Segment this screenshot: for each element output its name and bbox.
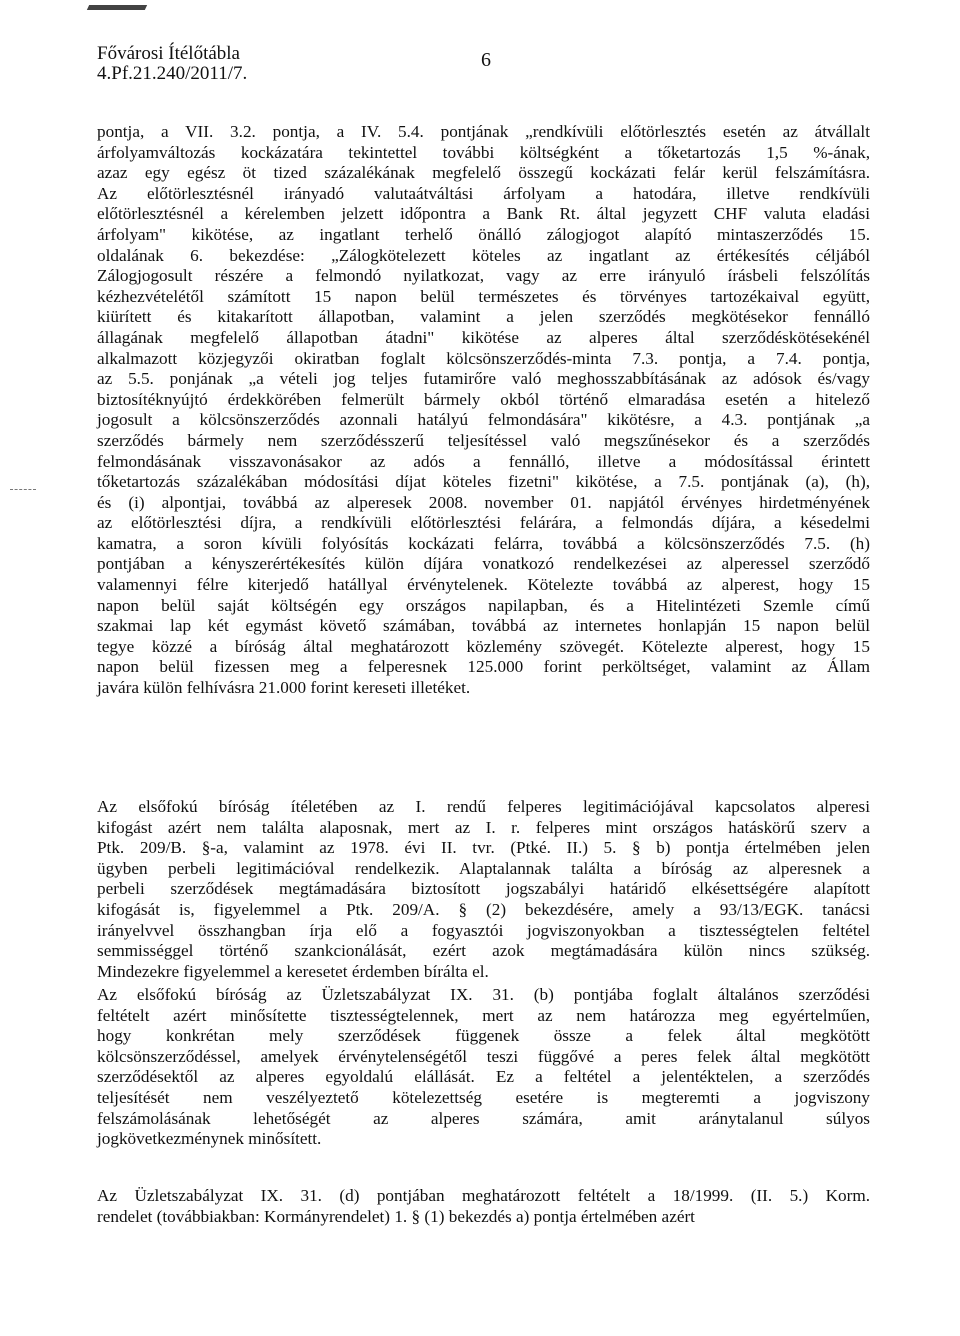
text-line: hogy konkrétan mely szerződések függenek össze a felek által megkötött <box>97 1026 870 1046</box>
text-line: tőketartozás százalékában módosítási díjat köteles fizetni" kikötése, a 7.5. pontjának (a), (h), <box>97 472 870 492</box>
text-line: Mindezekre figyelemmel a keresetet érdemben bírálta el. <box>97 961 489 981</box>
page-number: 6 <box>481 49 491 71</box>
text-line: perbeli szerződések megtámadására biztosított jogszabályi határidő elkésettségére alapított <box>97 879 870 899</box>
text-line: Az Üzletszabályzat IX. 31. (d) pontjában meghatározott feltételt a 18/1999. (II. 5.) Korm. <box>97 1186 870 1205</box>
text-line: kézhezvételétől számított 15 napon belül természetes és törvényes tartozékaival együtt, <box>97 286 870 306</box>
text-line: kamatra, a soron kívüli folyósítás kockázati felárra, továbbá a kölcsönszerződés 7.5. (h) <box>97 533 870 553</box>
text-line: Az elsőfokú bíróság az Üzletszabályzat IX. 31. (b) pontjába foglalt általános szerződési <box>97 985 870 1004</box>
text-line: semmisséggel történő szankcionálását, ezért azok megtámadására külön nincs szükség. <box>97 941 870 961</box>
text-line: feltételt azért minősítette tisztességtelennek, mert az nem határozza meg egyértelműen, <box>97 1005 870 1025</box>
text-line: Ptk. 209/B. §-a, valamint az 1978. évi II. tvr. (Ptké. II.) 5. § b) pontja értelmében jelen <box>97 838 870 858</box>
text-line: szakmai lap két egymást követő számában, továbbá az internetes honlapján 15 napon belül <box>97 616 870 636</box>
margin-mark <box>10 489 36 491</box>
court-name: Fővárosi Ítélőtábla <box>97 43 240 64</box>
text-line: felszámolásának lehetőségét az alperes számára, amit aránytalanul súlyos <box>97 1108 870 1128</box>
text-line: árfolyamváltozás kockázatára tekintettel további költségként a tőketartozás 1,5 %-ának, <box>97 142 870 162</box>
text-line: valamennyi félre kiterjedő hatállyal érvénytelenek. Kötelezte továbbá az alperest, hogy 15 <box>97 575 870 595</box>
text-line: jogkövetkezménynek minősített. <box>97 1129 322 1149</box>
text-line: állagának megfelelő állapotban átadni" kikötése az alperes által szerződéskötésekénél <box>97 327 870 347</box>
paragraph-judgment-summary <box>97 122 870 699</box>
text-line: ügyben perbeli legitimációval rendelkezik. Alaptalannak találta a bíróság az alperesnek a <box>97 858 870 878</box>
text-line: szerződés bármely nem szerződésszerű teljesítéssel való megszűnésekor és a szerződés <box>97 430 870 450</box>
text-line: Az elsőfokú bíróság ítéletében az I. rendű felperes legitimációjával kapcsolatos alperesi <box>97 797 870 816</box>
text-line: biztosítéknyújtó érdekkörében felmerült bármely okból történő elmaradása esetén a hitelező <box>97 389 870 409</box>
text-line: kifogást azért nem találta alaposnak, mert az I. r. felperes mint országos hatáskörű szerv a <box>97 817 870 837</box>
text-line: pontja, a VII. 3.2. pontja, a IV. 5.4. pontjának „rendkívüli előtörlesztés esetén az átvállalt <box>97 122 870 141</box>
text-line: felmondásának visszavonásakor az adós a fennálló, illetve a módosítással érintett <box>97 451 870 471</box>
text-line: az 5.5. ponjának „a vételi jog teljes futamirőre való meghosszabbításának az adósok és/vagy <box>97 369 870 389</box>
text-line: Zálogjogosult részére a felmondó nyilatkozat, vagy az erre irányuló írásbeli felszólítás <box>97 266 870 286</box>
text-line: javára külön felhívásra 21.000 forint kereseti illetéket. <box>97 678 471 698</box>
text-line: Az előtörlesztésnél irányadó valutaátváltási árfolyam a hatodára, illetve rendkívüli <box>97 183 870 203</box>
paragraph-legitimacy <box>97 797 870 982</box>
text-line: szerződésektől az alperes egyoldalú elállását. Ez a feltétel a jelentéktelen, a szerződés <box>97 1067 870 1087</box>
text-line: jogosult a kölcsönszerződés azonnali hatályú felmondására" kikötésre, a 4.3. pontjának „a <box>97 410 870 430</box>
text-line: kölcsönszerződéssel, amelyek érvénytelenségétől teszi függővé a peres felek által megkötött <box>97 1046 870 1066</box>
text-line: előtörlesztésnél a kérelemben jelzett időpontra a Bank Rt. által jegyzett CHF valuta eladási <box>97 204 870 224</box>
scan-artifact <box>87 5 147 10</box>
text-line: teljesítését nem veszélyeztető kötelezettség esetére is megteremti a jogviszony <box>97 1087 870 1107</box>
text-line: napon belül fizessen meg a felperesnek 125.000 forint perköltséget, valamint az Állam <box>97 657 870 677</box>
paragraph-business-rules-b <box>97 985 870 1150</box>
document-header <box>97 44 247 84</box>
text-line: tegye közzé a bíróság által meghatározott közlemény szövegét. Kötelezte alperest, hogy 15 <box>97 636 870 656</box>
text-line: árfolyam" kikötése, az ingatlant terhelő önálló zálogjogot alapító mintaszerződés 15. <box>97 224 870 244</box>
case-number: 4.Pf.21.240/2011/7. <box>97 63 248 84</box>
text-line: alkalmazott közjegyzői okiratban foglalt kölcsönszerződés-minta 7.3. pontja, a 7.4. pontja, <box>97 348 870 368</box>
text-line: napon belül saját költségén egy országos napilapban, és a Hitelintézeti Szemle című <box>97 595 870 615</box>
text-line: azaz egy egész öt tized százalékának megfelelő összegű kockázati felár kerül felszámításra. <box>97 163 870 183</box>
text-line: kiürített és kitakarított állapotban, valamint a jelen szerződés megkötésekor fennálló <box>97 307 870 327</box>
text-line: és (i) alpontjai, továbbá az alperesek 2008. november 01. napjától érvényes hirdetményének <box>97 492 870 512</box>
paragraph-business-rules-d <box>97 1186 870 1227</box>
text-line: irányelvvel összhangban írja elő a fogyasztói jogviszonyokban a tisztességtelen feltétel <box>97 920 870 940</box>
text-line: pontjában a kényszerértékesítés külön díjára vonatkozó rendelkezései az alperessel szerződő <box>97 554 870 574</box>
text-line: oldalának 6. bekezdése: „Zálogkötelezett köteles az ingatlant az értékesítés céljából <box>97 245 870 265</box>
text-line: az előtörlesztési díjra, a rendkívüli előtörlesztési felárára, a felmondás díjára, a késedelmi <box>97 513 870 533</box>
text-line: rendelet (továbbiakban: Kormányrendelet) 1. § (1) bekezdés a) pontja értelmében azért <box>97 1206 695 1226</box>
text-line: kifogását is, figyelemmel a Ptk. 209/A. § (2) bekezdésére, amely a 93/13/EGK. tanácsi <box>97 899 870 919</box>
